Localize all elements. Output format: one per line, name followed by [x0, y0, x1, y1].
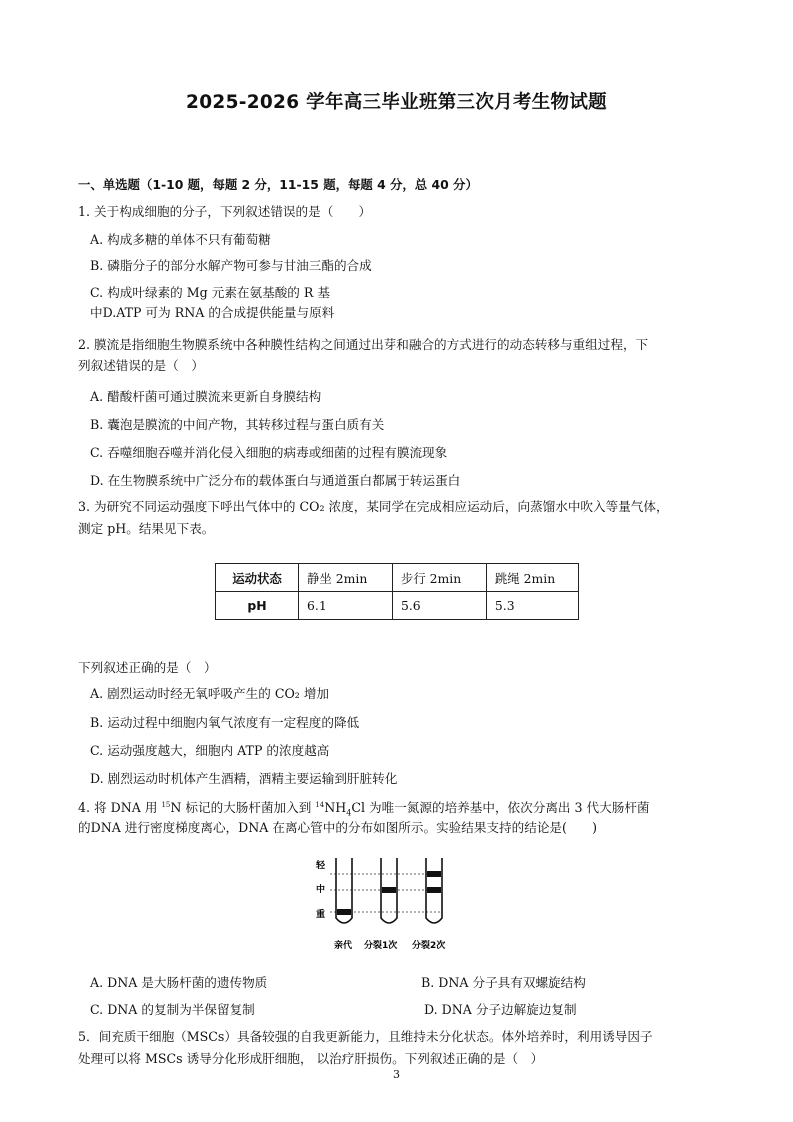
q2-option-b: B. 囊泡是膜流的中间产物，其转移过程与蛋白质有关	[90, 417, 385, 432]
centrifuge-figure	[312, 852, 472, 956]
band-gen1-medium	[382, 887, 396, 893]
q2-option-d: D. 在生物膜系统中广泛分布的载体蛋白与通道蛋白都属于转运蛋白	[90, 473, 461, 488]
q4-stem-nh: NH	[324, 800, 347, 816]
q4-sup-15: 15	[161, 801, 171, 809]
q4-option-c: C. DNA 的复制为半保留复制	[90, 1002, 255, 1017]
q4-stem-line1	[78, 797, 650, 822]
q4-option-a: A. DNA 是大肠杆菌的遗传物质	[90, 975, 268, 990]
label-gen2: 分裂2次	[412, 941, 446, 951]
q3-option-c: C. 运动强度越大，细胞内 ATP 的浓度越高	[90, 743, 330, 758]
table-col-2: 步行 2min	[392, 564, 486, 592]
q5-stem-line1: 5．间充质干细胞（MSCs）具备较强的自我更新能力，且维持未分化状态。体外培养时，利用诱导因子	[78, 1029, 653, 1044]
q4-stem-a: 4. 将 DNA 用	[78, 800, 162, 816]
results-table	[215, 563, 579, 620]
q4-option-d: D. DNA 分子边解旋边复制	[424, 1002, 577, 1017]
band-gen2-medium	[427, 887, 441, 893]
table-row	[216, 592, 579, 620]
band-gen2-light	[427, 871, 441, 877]
q3-option-b: B. 运动过程中细胞内氧气浓度有一定程度的降低	[90, 715, 360, 730]
label-heavy: 重	[316, 910, 326, 920]
q1-stem: 1. 关于构成细胞的分子，下列叙述错误的是（ ）	[78, 204, 372, 219]
table-header-row	[216, 564, 579, 592]
page-number: 3	[393, 1068, 400, 1081]
q2-option-c: C. 吞噬细胞吞噬并消化侵入细胞的病毒或细菌的过程有膜流现象	[90, 445, 448, 460]
table-cell-2: 5.6	[392, 592, 486, 620]
q2-stem-line1: 2. 膜流是指细胞生物膜系统中各种膜性结构之间通过出芽和融合的方式进行的动态转移与重组过程，下	[78, 337, 649, 352]
q4-option-b: B. DNA 分子具有双螺旋结构	[421, 975, 586, 990]
q4-stem-line2: 的DNA 进行密度梯度离心，DNA 在离心管中的分布如图所示。实验结果支持的结论是( )	[78, 820, 598, 835]
q4-sub-4: 4	[346, 808, 352, 818]
q3-option-a: A. 剧烈运动时经无氧呼吸产生的 CO₂ 增加	[90, 686, 330, 701]
label-medium: 中	[316, 885, 326, 895]
q2-stem-line2: 列叙述错误的是（ ）	[78, 358, 204, 373]
q3-option-d: D. 剧烈运动时机体产生酒精，酒精主要运输到肝脏转化	[90, 771, 398, 786]
q2-option-a: A. 醋酸杆菌可通过膜流来更新自身膜结构	[90, 389, 322, 404]
q5-stem-line2: 处理可以将 MSCs 诱导分化形成肝细胞， 以治疗肝损伤。下列叙述正确的是（ ）	[78, 1051, 544, 1066]
label-parent: 亲代	[334, 941, 353, 951]
band-parent-heavy	[337, 909, 351, 915]
q1-option-c: C. 构成叶绿素的 Mg 元素在氨基酸的 R 基	[90, 285, 330, 300]
table-cell-3: 5.3	[486, 592, 578, 620]
table-col-3: 跳绳 2min	[486, 564, 578, 592]
section-header: 一、单选题（1-10 题，每题 2 分，11-15 题，每题 4 分，总 40 分）	[78, 177, 478, 192]
q4-stem-b: N 标记的大肠杆菌加入到	[170, 800, 316, 816]
label-light: 轻	[316, 861, 326, 871]
q3-stem-line1: 3. 为研究不同运动强度下呼出气体中的 CO₂ 浓度，某同学在完成相应运动后，向蒸馏水中吹入等量气体，	[78, 499, 669, 514]
page-title: 2025-2026 学年高三毕业班第三次月考生物试题	[186, 92, 607, 113]
q3-prompt: 下列叙述正确的是（ ）	[78, 660, 217, 675]
table-col-1: 静坐 2min	[299, 564, 393, 592]
q3-stem-line2: 测定 pH。结果见下表。	[78, 521, 215, 536]
q1-option-b: B. 磷脂分子的部分水解产物可参与甘油三酯的合成	[90, 258, 372, 273]
table-row-label: pH	[216, 592, 299, 620]
q1-option-a: A. 构成多糖的单体不只有葡萄糖	[90, 232, 271, 247]
label-gen1: 分裂1次	[364, 941, 398, 951]
q1-option-d: 中D.ATP 可为 RNA 的合成提供能量与原料	[90, 305, 335, 320]
q4-sup-14: 14	[315, 801, 325, 809]
table-header-label: 运动状态	[216, 564, 299, 592]
q4-stem-c: Cl 为唯一氮源的培养基中，依次分离出 3 代大肠杆菌	[351, 800, 650, 816]
table-cell-1: 6.1	[299, 592, 393, 620]
